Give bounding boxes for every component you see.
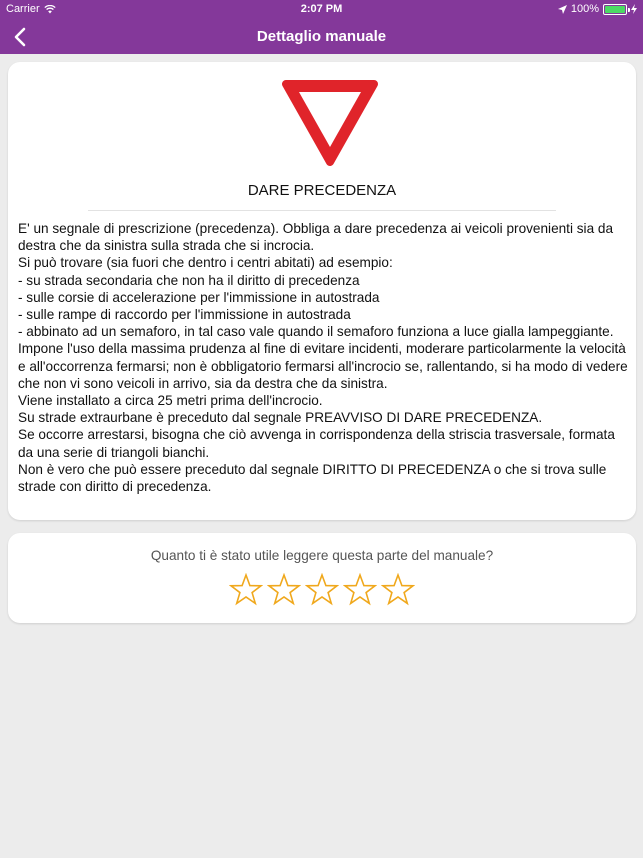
battery-percent: 100% [570,3,599,15]
status-bar [0,0,643,20]
sign-title: DARE PRECEDENZA [247,182,397,199]
yield-sign-icon [278,76,382,170]
manual-paragraph: - abbinato ad un semaforo, in tal caso vale quando il semaforo funziona a luce gialla lampeggiante. [18,324,614,340]
manual-text [18,220,630,495]
carrier-label: Carrier [6,3,40,15]
star-icon[interactable] [381,573,415,607]
manual-paragraph: Impone l'uso della massima prudenza al fine di evitare incidenti, moderare particolarmente la velocità e all'occorrenza fermarsi; non è obbligatorio fermarsi all'incrocio se, rallentando, si ha modo di vedere che non vi sono veicoli in arrivo, sia da destra che da sinistra. [18,341,628,391]
divider [88,210,556,211]
manual-paragraph: Viene installato a circa 25 metri prima dell'incrocio. [18,393,323,409]
page-title: Dettaglio manuale [256,28,387,45]
manual-paragraph: - su strada secondaria che non ha il diritto di precedenza [18,272,360,288]
manual-paragraph: Su strade extraurbane è preceduto dal segnale PREAVVISO DI DARE PRECEDENZA. [18,410,543,426]
manual-paragraph: - sulle corsie di accelerazione per l'immissione in autostrada [18,289,380,305]
charging-bolt-icon [631,4,637,14]
manual-paragraph: E' un segnale di prescrizione (precedenza). Obbliga a dare precedenza ai veicoli provenienti sia da destra che da sinistra sulla strada che si incrocia. [18,221,614,254]
rating-question: Quanto ti è stato utile leggere questa parte del manuale? [150,548,494,563]
star-rating [8,573,636,607]
location-arrow-icon [558,5,567,14]
star-icon[interactable] [267,573,301,607]
status-time: 2:07 PM [300,3,343,15]
rating-card [8,533,636,623]
manual-paragraph: - sulle rampe di raccordo per l'immissione in autostrada [18,307,351,323]
star-icon[interactable] [305,573,339,607]
status-right [558,3,637,15]
navigation-bar [0,20,643,54]
star-icon[interactable] [229,573,263,607]
manual-detail-card [8,62,636,520]
manual-paragraph: Si può trovare (sia fuori che dentro i centri abitati) ad esempio: [18,255,393,271]
manual-paragraph: Non è vero che può essere preceduto dal segnale DIRITTO DI PRECEDENZA o che si trova sulle strade con diritto di precedenza. [18,461,607,495]
battery-icon [603,4,627,15]
star-icon[interactable] [343,573,377,607]
manual-paragraph: Se occorre arrestarsi, bisogna che ciò avvenga in corrispondenza della striscia trasversale, formata da una serie di triangoli bianchi. [18,427,615,460]
